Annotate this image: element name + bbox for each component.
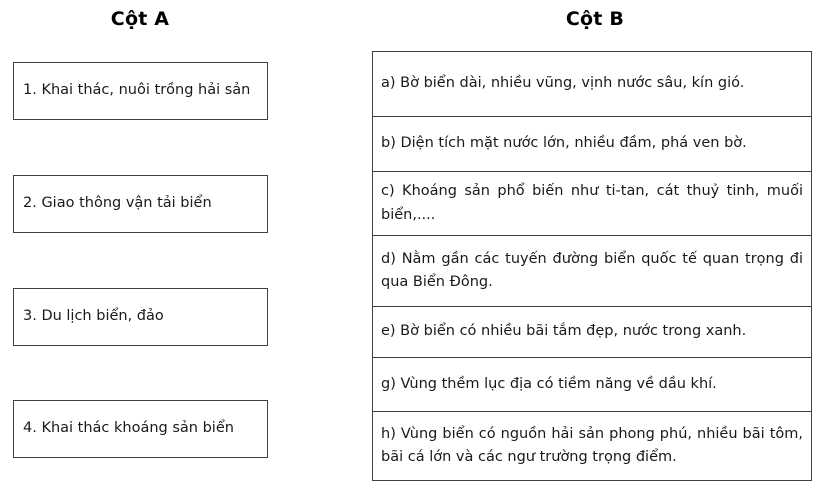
column-a-item-4[interactable] <box>13 400 268 458</box>
column-a-item-4-label: 4. Khai thác khoáng sản biển <box>23 420 234 437</box>
column-a-item-2-label: 2. Giao thông vận tải biển <box>23 195 212 212</box>
column-b-heading: Cột B <box>565 8 625 30</box>
column-b-item-b-label: b) Diện tích mặt nước lớn, nhiều đầm, phá ven bờ. <box>381 135 747 152</box>
column-b-item-e[interactable] <box>373 307 811 358</box>
column-b-item-g-label: g) Vùng thềm lục địa có tiềm năng về dầu khí. <box>381 375 717 392</box>
column-a-item-2[interactable] <box>13 175 268 233</box>
column-b-item-a-label: a) Bờ biển dài, nhiều vũng, vịnh nước sâu, kín gió. <box>381 75 745 92</box>
column-b-item-d[interactable] <box>373 236 811 307</box>
column-b-item-h[interactable] <box>373 412 811 480</box>
column-b-item-c-label: c) Khoáng sản phổ biến như ti-tan, cát thuỷ tinh, muối biển,.... <box>381 183 803 223</box>
column-a-item-3[interactable] <box>13 288 268 346</box>
column-a-item-1[interactable] <box>13 62 268 120</box>
column-b-item-h-label: h) Vùng biển có nguồn hải sản phong phú, nhiều bãi tôm, bãi cá lớn và các ngư trường trọng điểm. <box>381 425 803 465</box>
column-b-item-g[interactable] <box>373 358 811 412</box>
column-b-item-e-label: e) Bờ biển có nhiều bãi tắm đẹp, nước trong xanh. <box>381 323 747 340</box>
column-a-heading: Cột A <box>110 8 170 30</box>
column-b-item-d-label: d) Nằm gần các tuyến đường biển quốc tế quan trọng đi qua Biển Đông. <box>381 250 803 290</box>
column-a-item-1-label: 1. Khai thác, nuôi trồng hải sản <box>23 82 251 99</box>
column-b-item-a[interactable] <box>373 52 811 117</box>
column-a-item-3-label: 3. Du lịch biển, đảo <box>23 308 164 325</box>
column-b-item-b[interactable] <box>373 117 811 172</box>
column-b-table <box>372 51 812 481</box>
column-b-item-c[interactable] <box>373 172 811 236</box>
